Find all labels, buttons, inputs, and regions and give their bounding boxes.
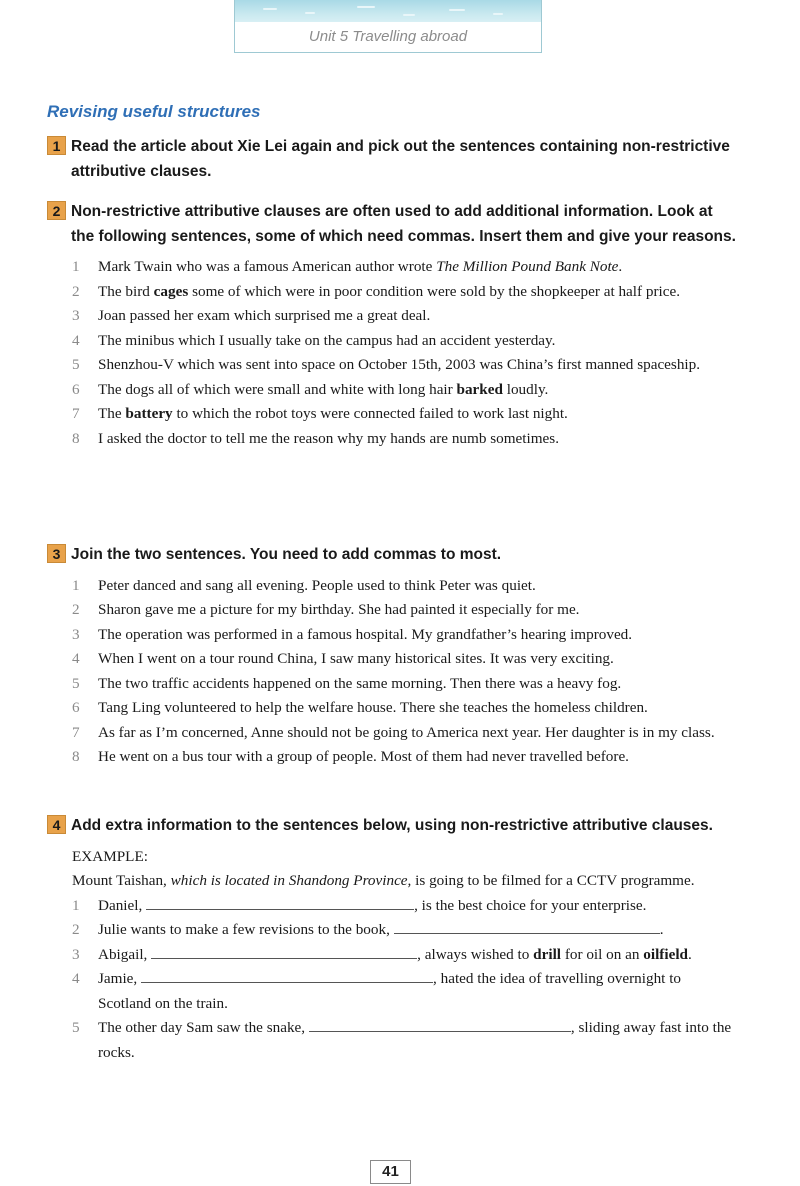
example-block <box>72 845 737 894</box>
task-number-badge: 2 <box>47 201 66 220</box>
task-2 <box>47 200 737 451</box>
list-item: 2 The bird cages some of which were in poor condition were sold by the shopkeeper at half price. <box>72 282 681 300</box>
task-instruction: Add extra information to the sentences below, using non-restrictive attributive clauses. <box>71 817 713 834</box>
task-3 <box>47 543 737 770</box>
task-4 <box>47 814 737 1065</box>
header-sky-image <box>235 0 541 22</box>
task-number-badge: 3 <box>47 544 66 563</box>
list-item: 6 Tang Ling volunteered to help the welfare house. There she teaches the homeless children. <box>72 699 648 716</box>
answer-blank[interactable] <box>141 970 433 983</box>
list-item: 7 The battery to which the robot toys were connected failed to work last night. <box>72 405 568 422</box>
unit-title: Unit 5 Travelling abroad <box>308 28 468 45</box>
exercise-list <box>47 894 737 1066</box>
task-number-badge: 1 <box>47 136 66 155</box>
list-item: 3 Abigail, , always wished to drill for oil on an oilfield. <box>72 945 692 963</box>
list-item: 5 The other day Sam saw the snake, , sliding away fast into the rocks. <box>72 1019 732 1061</box>
list-item: 2 Julie wants to make a few revisions to the book, . <box>72 921 664 938</box>
answer-blank[interactable] <box>309 1019 571 1032</box>
list-item: 4 Jamie, , hated the idea of travelling overnight to Scotland on the train. <box>72 970 682 1012</box>
list-item: 2 Sharon gave me a picture for my birthday. She had painted it especially for me. <box>72 601 580 618</box>
list-item: 1 Daniel, , is the best choice for your enterprise. <box>72 896 647 914</box>
list-item: 3 The operation was performed in a famous hospital. My grandfather’s hearing improved. <box>72 625 633 643</box>
section-title: Revising useful structures <box>47 102 261 121</box>
list-item: 6 The dogs all of which were small and white with long hair barked loudly. <box>72 380 549 398</box>
list-item: 5 The two traffic accidents happened on the same morning. Then there was a heavy fog. <box>72 674 622 692</box>
answer-blank[interactable] <box>146 897 414 910</box>
list-item: 8 I asked the doctor to tell me the reason why my hands are numb sometimes. <box>72 429 559 447</box>
list-item: 7 As far as I’m concerned, Anne should not be going to America next year. Her daughter is in my class. <box>72 723 715 741</box>
task-number-badge: 4 <box>47 815 66 834</box>
list-item: 4 When I went on a tour round China, I saw many historical sites. It was very exciting. <box>72 650 614 667</box>
list-item: 8 He went on a bus tour with a group of people. Most of them had never travelled before. <box>72 748 629 765</box>
task-1 <box>47 135 737 184</box>
answer-blank[interactable] <box>394 921 660 934</box>
unit-header <box>234 0 542 53</box>
list-item: 3 Joan passed her exam which surprised me a great deal. <box>72 307 431 324</box>
sentence-list <box>47 574 737 770</box>
list-item: 1 Mark Twain who was a famous American author wrote The Million Pound Bank Note. <box>72 258 623 275</box>
sentence-list <box>47 255 737 451</box>
task-instruction: Non-restrictive attributive clauses are often used to add additional information. Look at the following sentences, some of which need commas. Insert them and give your reasons. <box>71 203 736 245</box>
list-item: 5 Shenzhou-V which was sent into space on October 15th, 2003 was China’s first manned spaceship. <box>72 356 701 373</box>
task-instruction: Read the article about Xie Lei again and pick out the sentences containing non-restrictive attributive clauses. <box>71 138 730 180</box>
task-instruction: Join the two sentences. You need to add commas to most. <box>71 546 502 563</box>
example-label: EXAMPLE: <box>72 847 148 865</box>
answer-blank[interactable] <box>151 946 417 959</box>
list-item: 1 Peter danced and sang all evening. People used to think Peter was quiet. <box>72 576 536 594</box>
example-sentence: Mount Taishan, which is located in Shandong Province, is going to be filmed for a CCTV programme. <box>72 872 695 889</box>
page-number: 41 <box>370 1160 411 1184</box>
list-item: 4 The minibus which I usually take on the campus had an accident yesterday. <box>72 331 556 349</box>
